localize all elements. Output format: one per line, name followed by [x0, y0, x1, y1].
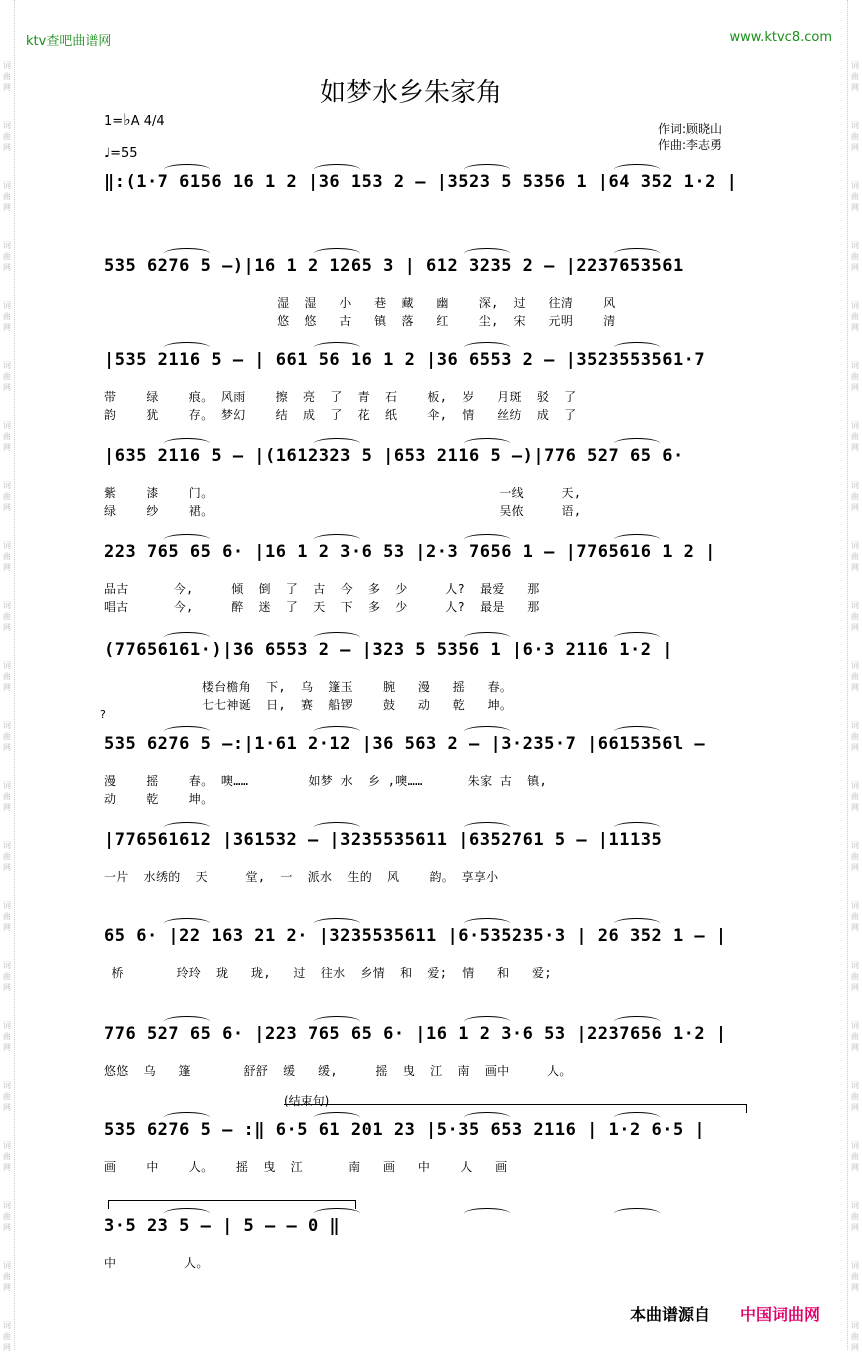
watermark-text: 词 曲 网 — [851, 901, 859, 932]
slur-mark — [314, 1112, 360, 1123]
slur-mark — [614, 164, 660, 175]
watermark-text: 词 曲 网 — [851, 181, 859, 212]
source-label: 本曲谱源自 — [630, 1305, 711, 1324]
lyric-verse-1: 悠悠 乌 篷 舒舒 缓 缓, 摇 曳 江 南 画中 人。 — [104, 1064, 572, 1078]
watermark-text: 词 曲 网 — [3, 661, 11, 692]
watermark-text: 词 曲 网 — [851, 301, 859, 332]
watermark-text: 词 曲 网 — [3, 1081, 11, 1112]
slur-mark — [464, 164, 510, 175]
slur-mark — [614, 248, 660, 259]
lyric-verse-2: 悠 悠 古 镇 落 红 尘, 宋 元明 清 — [104, 314, 616, 328]
credits — [658, 121, 722, 153]
watermark-text: 词 曲 网 — [851, 961, 859, 992]
slur-mark — [164, 534, 210, 545]
watermark-text: 词 曲 网 — [851, 721, 859, 752]
slur-mark — [164, 1112, 210, 1123]
watermark-text: 词 曲 网 — [3, 121, 11, 152]
watermark-strip-right — [847, 0, 862, 1350]
lyric-verse-1: 画 中 人。 摇 曳 江 南 画 中 人 画 — [104, 1160, 508, 1174]
slur-mark — [314, 632, 360, 643]
slur-mark — [164, 164, 210, 175]
lyric-verse-2: 动 乾 坤。 — [104, 792, 214, 806]
slur-mark — [164, 726, 210, 737]
slur-mark — [464, 632, 510, 643]
watermark-text: 词 曲 网 — [3, 361, 11, 392]
key-signature — [104, 110, 165, 129]
tempo-value: =55 — [110, 146, 138, 161]
lyricist: 作词:顾晓山 — [658, 122, 723, 136]
watermark-text: 词 曲 网 — [3, 181, 11, 212]
slur-mark — [164, 632, 210, 643]
composer: 作曲:李志勇 — [658, 138, 723, 152]
site-link-right[interactable]: www.ktvc8.com — [729, 30, 832, 45]
slur-mark — [314, 534, 360, 545]
lyric-verse-2: 韵 犹 存。 梦幻 结 成 了 花 纸 伞, 情 丝纺 成 了 — [104, 408, 577, 422]
notation: 535 6276 5 –)|16 1 2 1265 3 | 612 3235 2 – |2237653561 — [104, 256, 684, 276]
slur-mark — [314, 918, 360, 929]
lyric-verse-2: 七七神诞 日, 赛 船锣 鼓 动 乾 坤。 — [104, 698, 513, 712]
slur-mark — [464, 726, 510, 737]
notation: (77656161·)|36 6553 2 – |323 5 5356 1 |6·3 2116 1·2 | — [104, 640, 673, 660]
watermark-text: 词 曲 网 — [851, 1081, 859, 1112]
watermark-text: 词 曲 网 — [3, 301, 11, 332]
slur-mark — [614, 1016, 660, 1027]
watermark-text: 词 曲 网 — [851, 1021, 859, 1052]
site-link-left[interactable]: ktv查吧曲谱网 — [26, 34, 112, 49]
lyric-verse-1: 紫 漆 门。 一线 天, — [104, 486, 582, 500]
watermark-text: 词 曲 网 — [3, 481, 11, 512]
stray-mark: ? — [100, 708, 106, 721]
watermark-text: 词 曲 网 — [851, 1261, 859, 1292]
slur-mark — [164, 342, 210, 353]
ending-bracket-2 — [108, 1200, 356, 1209]
watermark-text: 词 曲 网 — [851, 841, 859, 872]
notation: 3·5 23 5 – | 5 – – 0 ‖ — [104, 1216, 341, 1236]
notation: ‖:(1·7 6156 16 1 2 |36 153 2 – |3523 5 5356 1 |64 352 1·2 | — [104, 172, 738, 192]
watermark-text: 词 曲 网 — [3, 1321, 11, 1352]
slur-mark — [614, 918, 660, 929]
quarter-note-icon: ♩ — [104, 146, 111, 161]
time-signature: 4/4 — [143, 114, 165, 129]
slur-mark — [614, 534, 660, 545]
notation: |535 2116 5 – | 661 56 16 1 2 |36 6553 2 – |3523553561·7 — [104, 350, 706, 370]
lyric-verse-1: 楼台檐角 下, 乌 篷玉 腕 漫 摇 春。 — [104, 680, 513, 694]
ending-phrase-label: (结束句) — [284, 1094, 330, 1108]
watermark-text: 词 曲 网 — [3, 781, 11, 812]
slur-mark — [614, 822, 660, 833]
key-prefix: 1= — [104, 114, 124, 129]
slur-mark — [464, 248, 510, 259]
slur-mark — [164, 438, 210, 449]
watermark-text: 词 曲 网 — [851, 481, 859, 512]
lyric-verse-1: 桥 玲玲 珑 珑, 过 往水 乡情 和 爱; 情 和 爱; — [104, 966, 552, 980]
watermark-text: 词 曲 网 — [3, 901, 11, 932]
slur-mark — [614, 726, 660, 737]
watermark-text: 词 曲 网 — [851, 781, 859, 812]
notation: 776 527 65 6· |223 765 65 6· |16 1 2 3·6 53 |2237656 1·2 | — [104, 1024, 727, 1044]
slur-mark — [164, 822, 210, 833]
slur-mark — [314, 438, 360, 449]
watermark-text: 词 曲 网 — [3, 421, 11, 452]
lyric-verse-1: 一片 水绣的 天 堂, 一 派水 生的 风 韵。 享享小 — [104, 870, 499, 884]
notation: 535 6276 5 – :‖ 6·5 61 201 23 |5·35 653 2116 | 1·2 6·5 | — [104, 1120, 706, 1140]
watermark-text: 词 曲 网 — [3, 1141, 11, 1172]
slur-mark — [164, 248, 210, 259]
slur-mark — [164, 1208, 210, 1219]
watermark-text: 词 曲 网 — [3, 541, 11, 572]
watermark-text: 词 曲 网 — [851, 421, 859, 452]
watermark-text: 词 曲 网 — [851, 1201, 859, 1232]
slur-mark — [464, 1016, 510, 1027]
watermark-text: 词 曲 网 — [3, 601, 11, 632]
watermark-strip-left — [0, 0, 15, 1350]
slur-mark — [614, 438, 660, 449]
slur-mark — [314, 726, 360, 737]
lyric-verse-2: 绿 纱 裙。 吴侬 语, — [104, 504, 582, 518]
slur-mark — [314, 822, 360, 833]
watermark-text: 词 曲 网 — [851, 1321, 859, 1352]
slur-mark — [464, 1208, 510, 1219]
slur-mark — [464, 534, 510, 545]
watermark-text: 词 曲 网 — [3, 961, 11, 992]
slur-mark — [614, 1208, 660, 1219]
slur-mark — [614, 1112, 660, 1123]
watermark-text: 词 曲 网 — [3, 1201, 11, 1232]
slur-mark — [314, 248, 360, 259]
flat-icon: ♭ — [123, 110, 131, 129]
source-brand[interactable]: 中国词曲网 — [740, 1305, 821, 1324]
slur-mark — [164, 918, 210, 929]
slur-mark — [464, 342, 510, 353]
tempo-marking — [104, 146, 138, 161]
lyric-verse-1: 漫 摇 春。 噢…… 如梦 水 乡 ,噢…… 朱家 古 镇, — [104, 774, 548, 788]
key-letter: A — [130, 114, 140, 129]
notation: 223 765 65 6· |16 1 2 3·6 53 |2·3 7656 1 – |7765616 1 2 | — [104, 542, 716, 562]
watermark-text: 词 曲 网 — [851, 121, 859, 152]
watermark-text: 词 曲 网 — [3, 1261, 11, 1292]
watermark-text: 词 曲 网 — [851, 661, 859, 692]
slur-mark — [314, 164, 360, 175]
slur-mark — [614, 632, 660, 643]
slur-mark — [314, 1016, 360, 1027]
slur-mark — [164, 1016, 210, 1027]
watermark-text: 词 曲 网 — [3, 721, 11, 752]
notation: 535 6276 5 –:|1·61 2·12 |36 563 2 – |3·235·7 |6615356l – — [104, 734, 706, 754]
lyric-verse-1: 中 人。 — [104, 1256, 209, 1270]
slur-mark — [314, 342, 360, 353]
notation: |776561612 |361532 – |3235535611 |6352761 5 – |11135 — [104, 830, 663, 850]
watermark-text: 词 曲 网 — [851, 541, 859, 572]
notation: |635 2116 5 – |(1612323 5 |653 2116 5 –)|776 527 65 6· — [104, 446, 684, 466]
slur-mark — [464, 822, 510, 833]
watermark-text: 词 曲 网 — [851, 601, 859, 632]
lyric-verse-1: 品古 今, 倾 倒 了 古 今 多 少 人? 最爱 那 — [104, 582, 540, 596]
slur-mark — [464, 918, 510, 929]
watermark-text: 词 曲 网 — [3, 241, 11, 272]
watermark-text: 词 曲 网 — [851, 1141, 859, 1172]
watermark-text: 词 曲 网 — [3, 1021, 11, 1052]
slur-mark — [614, 342, 660, 353]
watermark-text: 词 曲 网 — [851, 61, 859, 92]
watermark-text: 词 曲 网 — [3, 841, 11, 872]
watermark-text: 词 曲 网 — [851, 361, 859, 392]
watermark-text: 词 曲 网 — [851, 241, 859, 272]
lyric-verse-1: 带 绿 痕。 风雨 擦 亮 了 青 石 板, 岁 月斑 驳 了 — [104, 390, 577, 404]
slur-mark — [464, 438, 510, 449]
watermark-text: 词 曲 网 — [3, 61, 11, 92]
notation: 65 6· |22 163 21 2· |3235535611 |6·535235·3 | 26 352 1 – | — [104, 926, 727, 946]
ending-bracket — [284, 1104, 747, 1113]
song-title: 如梦水乡朱家角 — [320, 78, 503, 108]
slur-mark — [464, 1112, 510, 1123]
slur-mark — [314, 1208, 360, 1219]
lyric-verse-1: 湿 湿 小 巷 藏 幽 深, 过 往清 风 — [104, 296, 616, 310]
lyric-verse-2: 唱古 今, 醉 迷 了 天 下 多 少 人? 最是 那 — [104, 600, 540, 614]
